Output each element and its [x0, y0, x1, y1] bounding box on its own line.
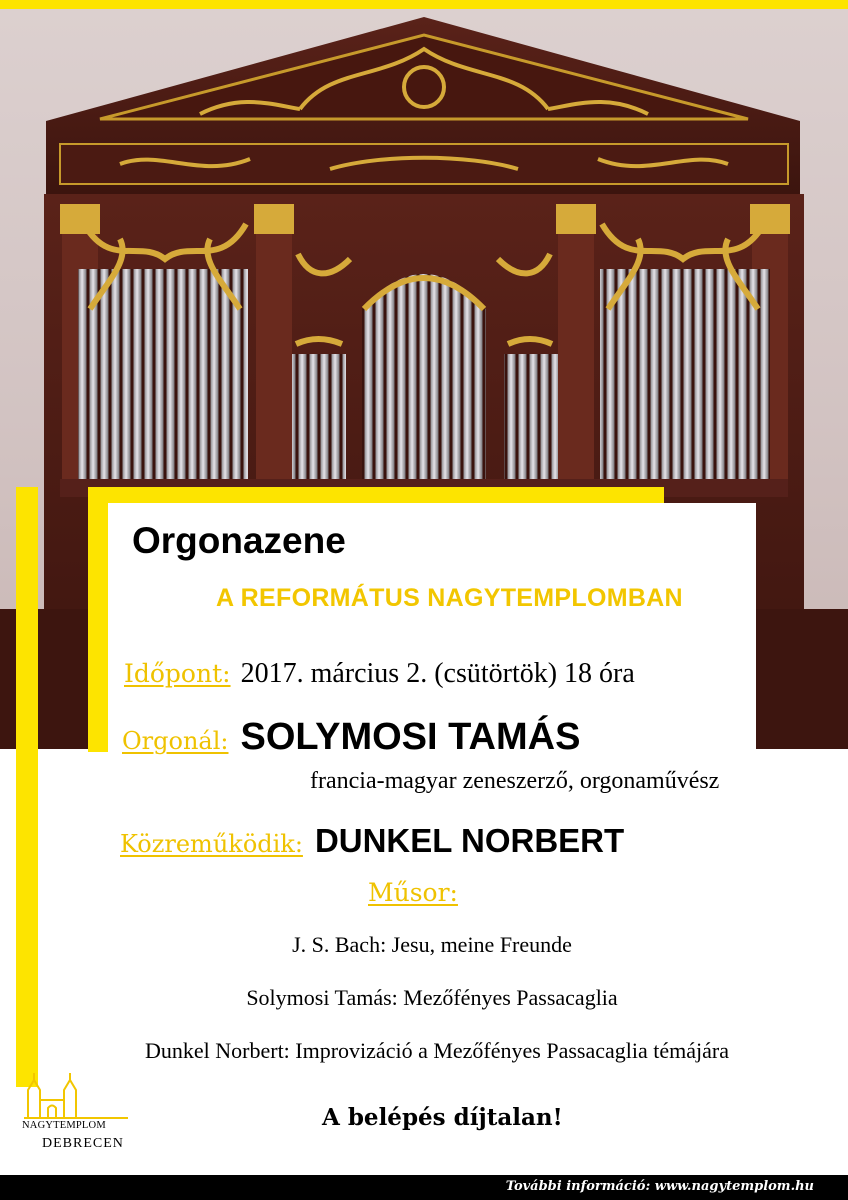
event-subtitle: A REFORMÁTUS NAGYTEMPLOMBAN	[216, 584, 683, 612]
time-row	[124, 658, 635, 690]
organist-role: francia-magyar zeneszerző, orgonaművész	[310, 768, 720, 794]
contributor-row	[120, 822, 624, 860]
program-item: J. S. Bach: Jesu, meine Freunde	[292, 932, 572, 957]
top-accent-bar	[0, 0, 848, 9]
program-heading: Műsor:	[368, 878, 458, 907]
logo-name: NAGYTEMPLOM	[22, 1120, 106, 1131]
organist-row	[122, 716, 580, 759]
organist-name: SOLYMOSI TAMÁS	[240, 716, 581, 758]
event-title: Orgonazene	[132, 520, 346, 561]
program-item: Solymosi Tamás: Mezőfényes Passacaglia	[246, 985, 618, 1010]
time-value: 2017. március 2. (csütörtök) 18 óra	[240, 658, 635, 689]
program-item: Dunkel Norbert: Improvizáció a Mezőfényes Passacaglia témájára	[145, 1038, 729, 1063]
card-accent-top	[88, 487, 664, 503]
footer-info-link[interactable]: További információ: www.nagytemplom.hu	[505, 1179, 814, 1194]
contributor-label: Közreműködik:	[120, 830, 303, 858]
logo-city: DEBRECEN	[42, 1136, 124, 1151]
free-entry-notice: A belépés díjtalan!	[322, 1104, 563, 1131]
contributor-name: DUNKEL NORBERT	[314, 822, 625, 859]
card-accent-side	[88, 487, 108, 752]
time-label: Időpont:	[124, 659, 231, 688]
organist-label: Orgonál:	[122, 727, 229, 755]
